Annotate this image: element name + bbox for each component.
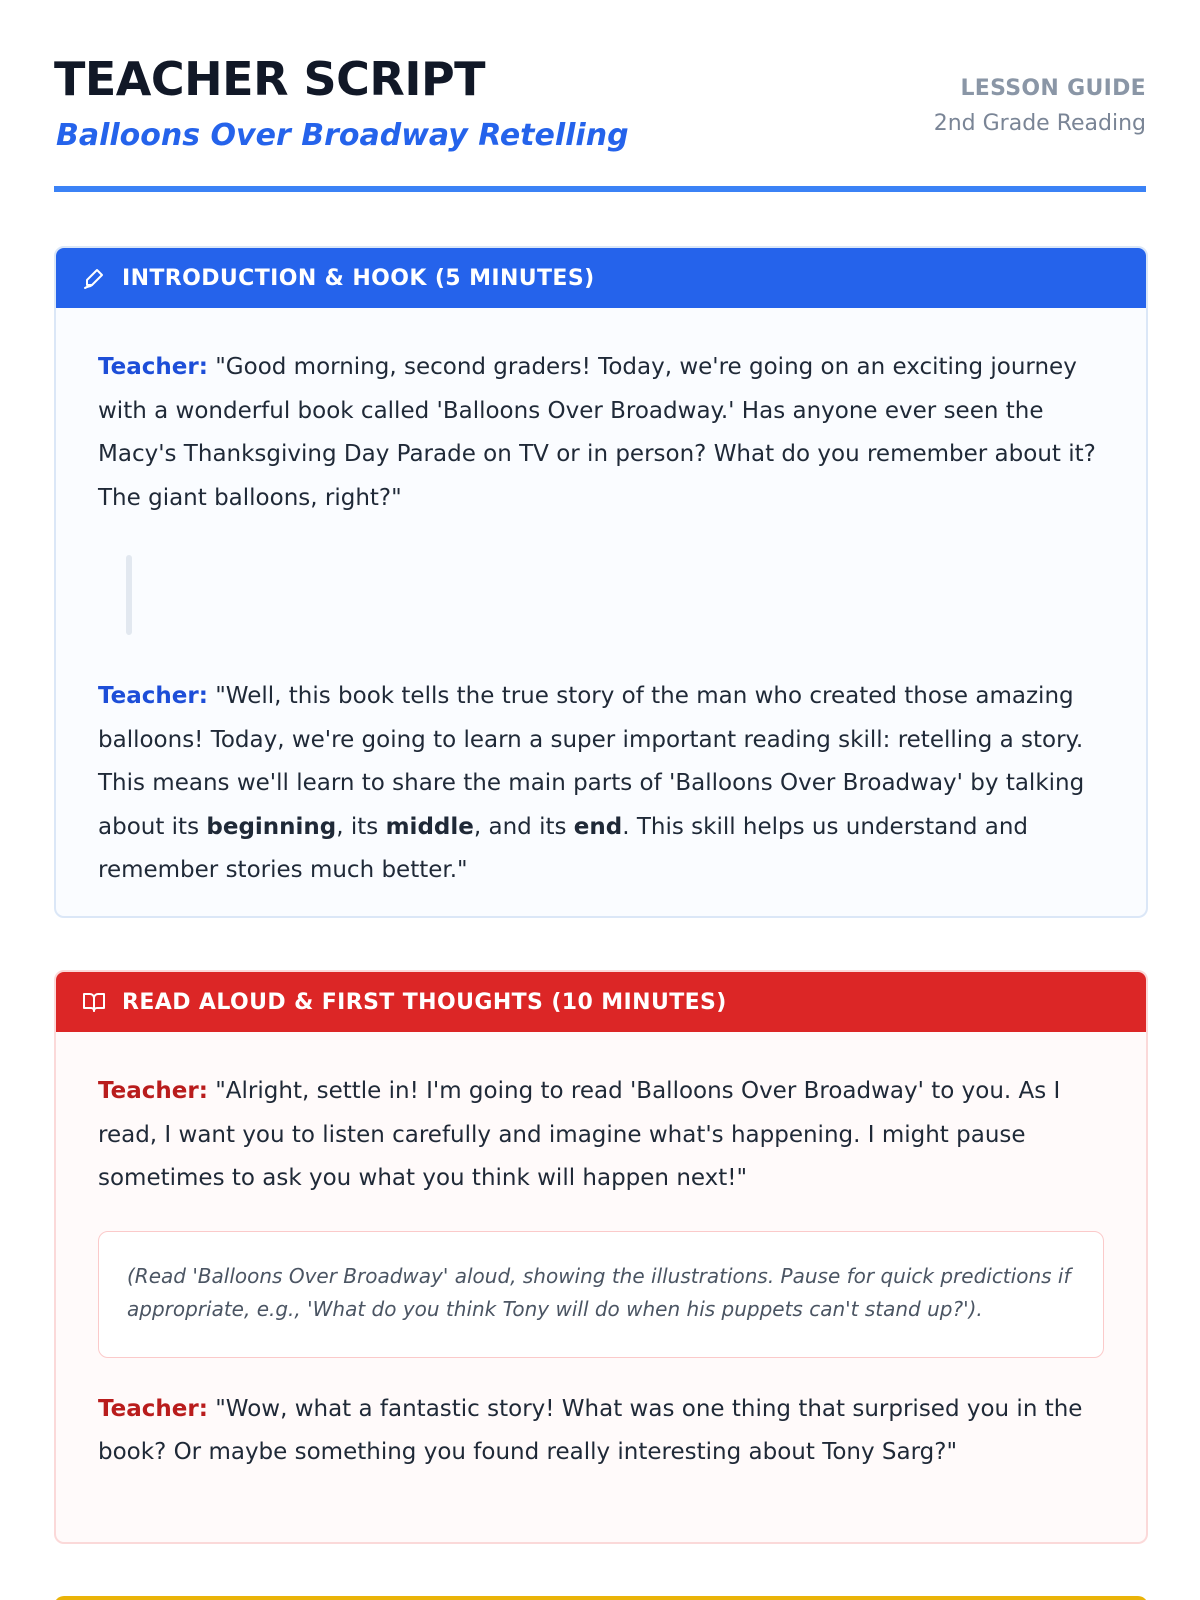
script-paragraph [98, 346, 1104, 520]
next-section-header [54, 1596, 1148, 1600]
dialogue-text: "Good morning, second graders! Today, we're going on an exciting journey with a wonderful book called 'Balloons Over Broadway.' Has anyone ever seen the Macy's Thanksgiving Day Parade on TV or in person? What do you remember about it? The giant balloons, right?" [98, 354, 1096, 511]
lesson-guide-label: LESSON GUIDE [960, 76, 1146, 101]
section-introduction [54, 246, 1148, 918]
section-title: READ ALOUD & FIRST THOUGHTS (10 MINUTES) [122, 989, 727, 1015]
bold-term-end: end [573, 813, 623, 840]
dialogue-text: . This skill helps us understand and remember stories much better." [98, 813, 1029, 883]
lesson-meta [934, 74, 1146, 140]
speaker-label: Teacher: [98, 683, 208, 709]
teacher-instruction-note: (Read 'Balloons Over Broadway' aloud, showing the illustrations. Pause for quick predictions if appropriate, e.g., 'What do you think Tony will do when his puppets can't stand up?'). [98, 1231, 1104, 1358]
page-subtitle: Balloons Over Broadway Retelling [56, 118, 629, 153]
dialogue-text: "Well, this book tells the true story of the man who created those amazing balloons! Today, we're going to learn a super important reading skill: retelling a story. This means we'll learn to share the main parts of 'Balloons Over Broadway' by talking about its [98, 683, 1085, 840]
dialogue-text: "Alright, settle in! I'm going to read 'Balloons Over Broadway' to you. As I read, I want you to listen carefully and imagine what's happening. I might pause sometimes to ask you what you think will happen next!" [98, 1078, 1061, 1191]
dialogue-text: , and its [473, 813, 574, 840]
speaker-label: Teacher: [98, 354, 208, 380]
speaker-label: Teacher: [98, 1078, 208, 1104]
dialogue-text: "Wow, what a fantastic story! What was one thing that surprised you in the book? Or maybe something you found really interesting about Tony Sarg?" [98, 1395, 1083, 1465]
dialogue-text: , its [336, 813, 386, 840]
section-header [56, 248, 1146, 308]
script-paragraph [98, 1388, 1104, 1475]
section-title: INTRODUCTION & HOOK (5 MINUTES) [122, 265, 595, 291]
page-title: TEACHER SCRIPT [54, 52, 486, 106]
pen-icon [82, 266, 106, 290]
bold-term-beginning: beginning [206, 813, 337, 840]
quote-bar [126, 555, 132, 635]
document-header [54, 50, 1146, 192]
script-paragraph [98, 1070, 1104, 1201]
section-body [56, 1032, 1146, 1475]
section-header [56, 972, 1146, 1032]
speaker-label: Teacher: [98, 1395, 208, 1422]
bold-term-middle: middle [385, 813, 474, 840]
grade-label: 2nd Grade Reading [933, 110, 1146, 136]
script-paragraph [98, 675, 1104, 893]
section-read-aloud [54, 970, 1148, 1544]
book-icon [82, 990, 106, 1014]
section-body [56, 308, 1146, 893]
